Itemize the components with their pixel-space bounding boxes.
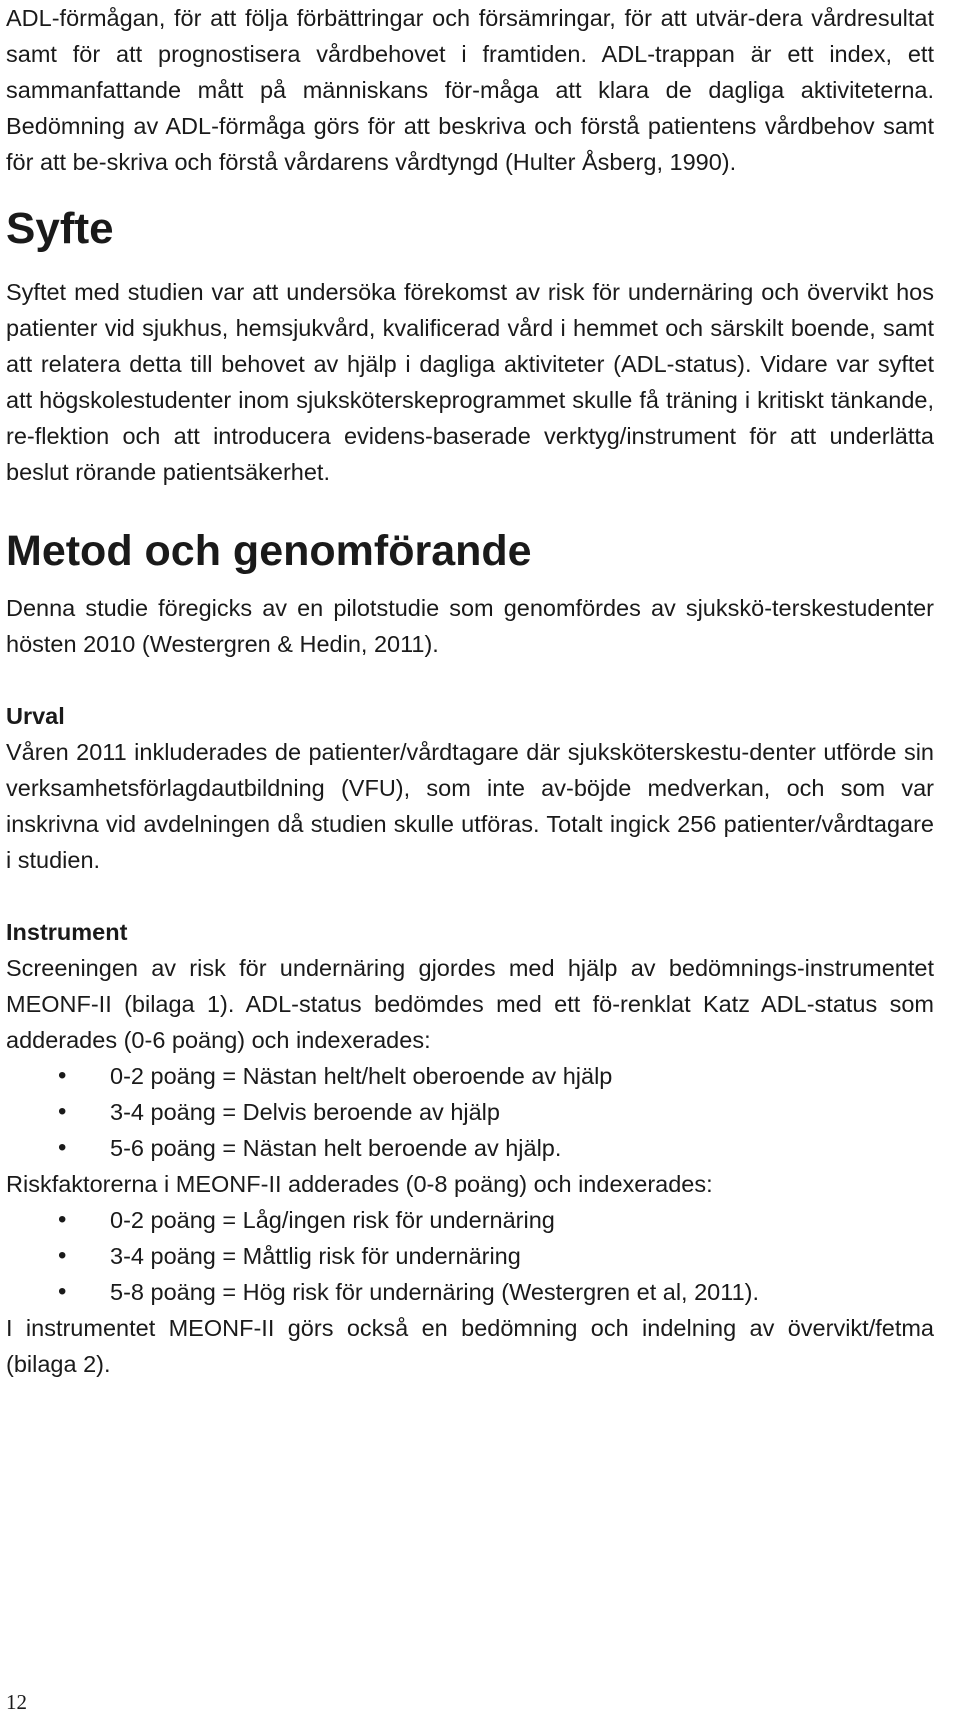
instrument-heading: Instrument <box>6 919 128 945</box>
list-item: • 0-2 poäng = Låg/ingen risk för undernäring <box>6 1202 934 1238</box>
list-item: • 5-8 poäng = Hög risk för undernäring (Westergren et al, 2011). <box>6 1274 934 1310</box>
adl-index-list <box>6 1058 934 1166</box>
page-number: 12 <box>6 1690 27 1714</box>
urval-heading: Urval <box>6 703 65 729</box>
syfte-heading: Syfte <box>6 204 114 253</box>
document-page <box>6 0 934 1382</box>
risk-index-list <box>6 1202 934 1310</box>
metod-paragraph: Denna studie föregicks av en pilotstudie som genomfördes av sjukskö-terskestudenter hösten 2010 (Westergren & Hedin, 2011). <box>6 595 934 657</box>
syfte-paragraph: Syftet med studien var att undersöka förekomst av risk för undernäring och övervikt hos patienter vid sjukhus, hemsjukvård, kvalificerad vård i hemmet och särskilt boende, samt att relatera detta till behovet av hjälp i dagliga aktiviteter (ADL-status). Vidare var syftet att högskolestudenter inom sjuksköterskeprogrammet skulle få träning i kritiskt tänkande, re-flektion och att introducera evidens-baserade verktyg/instrument för att underlätta beslut rörande patientsäkerhet. <box>6 279 934 485</box>
instrument-paragraph-3: I instrumentet MEONF-II görs också en bedömning och indelning av övervikt/fetma (bilaga 2). <box>6 1315 934 1377</box>
list-item: • 0-2 poäng = Nästan helt/helt oberoende av hjälp <box>6 1058 934 1094</box>
urval-paragraph: Våren 2011 inkluderades de patienter/vårdtagare där sjuksköterskestu-denter utförde sin verksamhetsförlagdautbildning (VFU), som inte av-böjde medverkan, och som var inskrivna vid avdelningen då studien skulle utföras. Totalt ingick 256 patienter/vårdtagare i studien. <box>6 739 934 873</box>
list-item: • 3-4 poäng = Delvis beroende av hjälp <box>6 1094 934 1130</box>
instrument-paragraph-1: Screeningen av risk för undernäring gjordes med hjälp av bedömnings-instrumentet MEONF-II (bilaga 1). ADL-status bedömdes med ett fö-renklat Katz ADL-status som adderades (0-6 poäng) och indexerades: <box>6 955 934 1053</box>
metod-heading: Metod och genomförande <box>6 527 532 575</box>
intro-paragraph: ADL-förmågan, för att följa förbättringar och försämringar, för att utvär-dera vårdresultat samt för att prognostisera vårdbehovet i framtiden. ADL-trappan är ett index, ett sammanfattande mått på människans för-måga att klara de dagliga aktiviteterna. Bedömning av ADL-förmåga görs för att beskriva och förstå patientens vårdbehov samt för att be-skriva och förstå vårdarens vårdtyngd (Hulter Åsberg, 1990). <box>6 5 934 175</box>
list-item: • 3-4 poäng = Måttlig risk för undernäring <box>6 1238 934 1274</box>
list-item: • 5-6 poäng = Nästan helt beroende av hjälp. <box>6 1130 934 1166</box>
instrument-paragraph-2: Riskfaktorerna i MEONF-II adderades (0-8 poäng) och indexerades: <box>6 1171 713 1197</box>
